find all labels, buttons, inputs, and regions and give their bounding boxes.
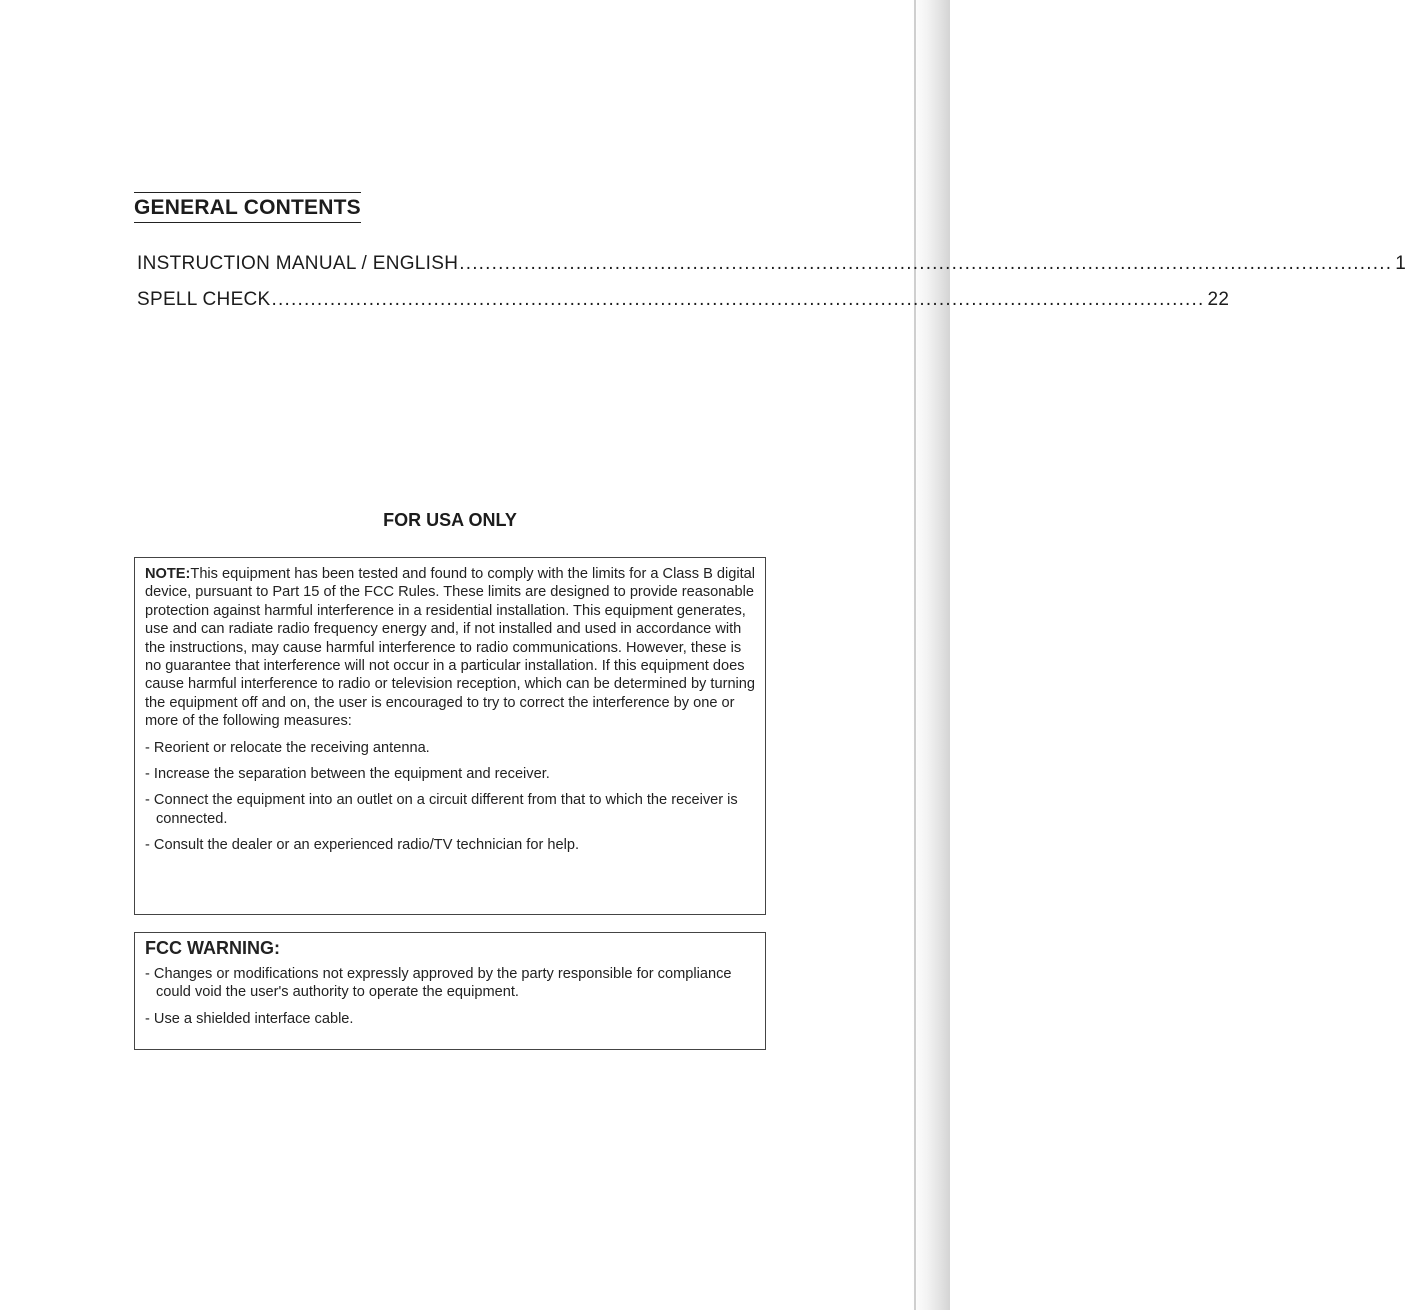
measures-list	[145, 739, 759, 855]
table-of-contents	[137, 252, 1406, 324]
note-label: NOTE:	[145, 566, 191, 582]
warning-item: - Use a shielded interface cable.	[145, 1010, 354, 1027]
page-edge-line	[914, 0, 916, 1310]
measure-item: - Increase the separation between the equipment and receiver.	[145, 766, 550, 783]
fcc-note-box	[134, 557, 766, 915]
fcc-warning-box	[134, 932, 766, 1050]
toc-entry-page: 1	[1395, 253, 1406, 274]
page-edge-shadow	[912, 0, 950, 1310]
measure-item: - Consult the dealer or an experienced radio/TV technician for help.	[145, 837, 580, 854]
toc-dot-leader: ................................................................................................................................................	[459, 253, 1393, 274]
measure-item: - Connect the equipment into an outlet on a circuit different from that to which the receiver is connected.	[145, 792, 738, 827]
note-paragraph	[145, 565, 759, 731]
measure-item: - Reorient or relocate the receiving antenna.	[145, 739, 430, 756]
warning-item: - Changes or modifications not expressly approved by the party responsible for compliance could void the user's authority to operate the equipment.	[145, 966, 732, 1001]
toc-entry-title: INSTRUCTION MANUAL / ENGLISH	[137, 253, 459, 274]
toc-entry-instruction-manual	[137, 252, 1406, 288]
toc-entry-title: SPELL CHECK	[137, 289, 271, 310]
fcc-warning-title: FCC WARNING:	[145, 938, 280, 958]
general-contents-heading: GENERAL CONTENTS	[134, 192, 361, 223]
for-usa-only-heading: FOR USA ONLY	[383, 510, 517, 530]
fcc-warning-list	[145, 965, 759, 1028]
note-text: This equipment has been tested and found to comply with the limits for a Class B digital device, pursuant to Part 15 of the FCC Rules. These limits are designed to provide reasonable protection against harmful interference in a residential installation. This equipment generates, use and can radiate radio frequency energy and, if not installed and used in accordance with the instructions, may cause harmful interference to radio communications. However, these is no guarantee that interference will not occur in a particular installation. If this equipment does cause harmful interference to radio or television reception, which can be determined by turning the equipment off and on, the user is encouraged to try to correct the interference by one or more of the following measures:	[145, 566, 756, 730]
toc-entry-spell-check	[137, 288, 1230, 324]
toc-entry-page: 22	[1207, 289, 1230, 310]
toc-dot-leader: ................................................................................................................................................	[271, 289, 1205, 310]
